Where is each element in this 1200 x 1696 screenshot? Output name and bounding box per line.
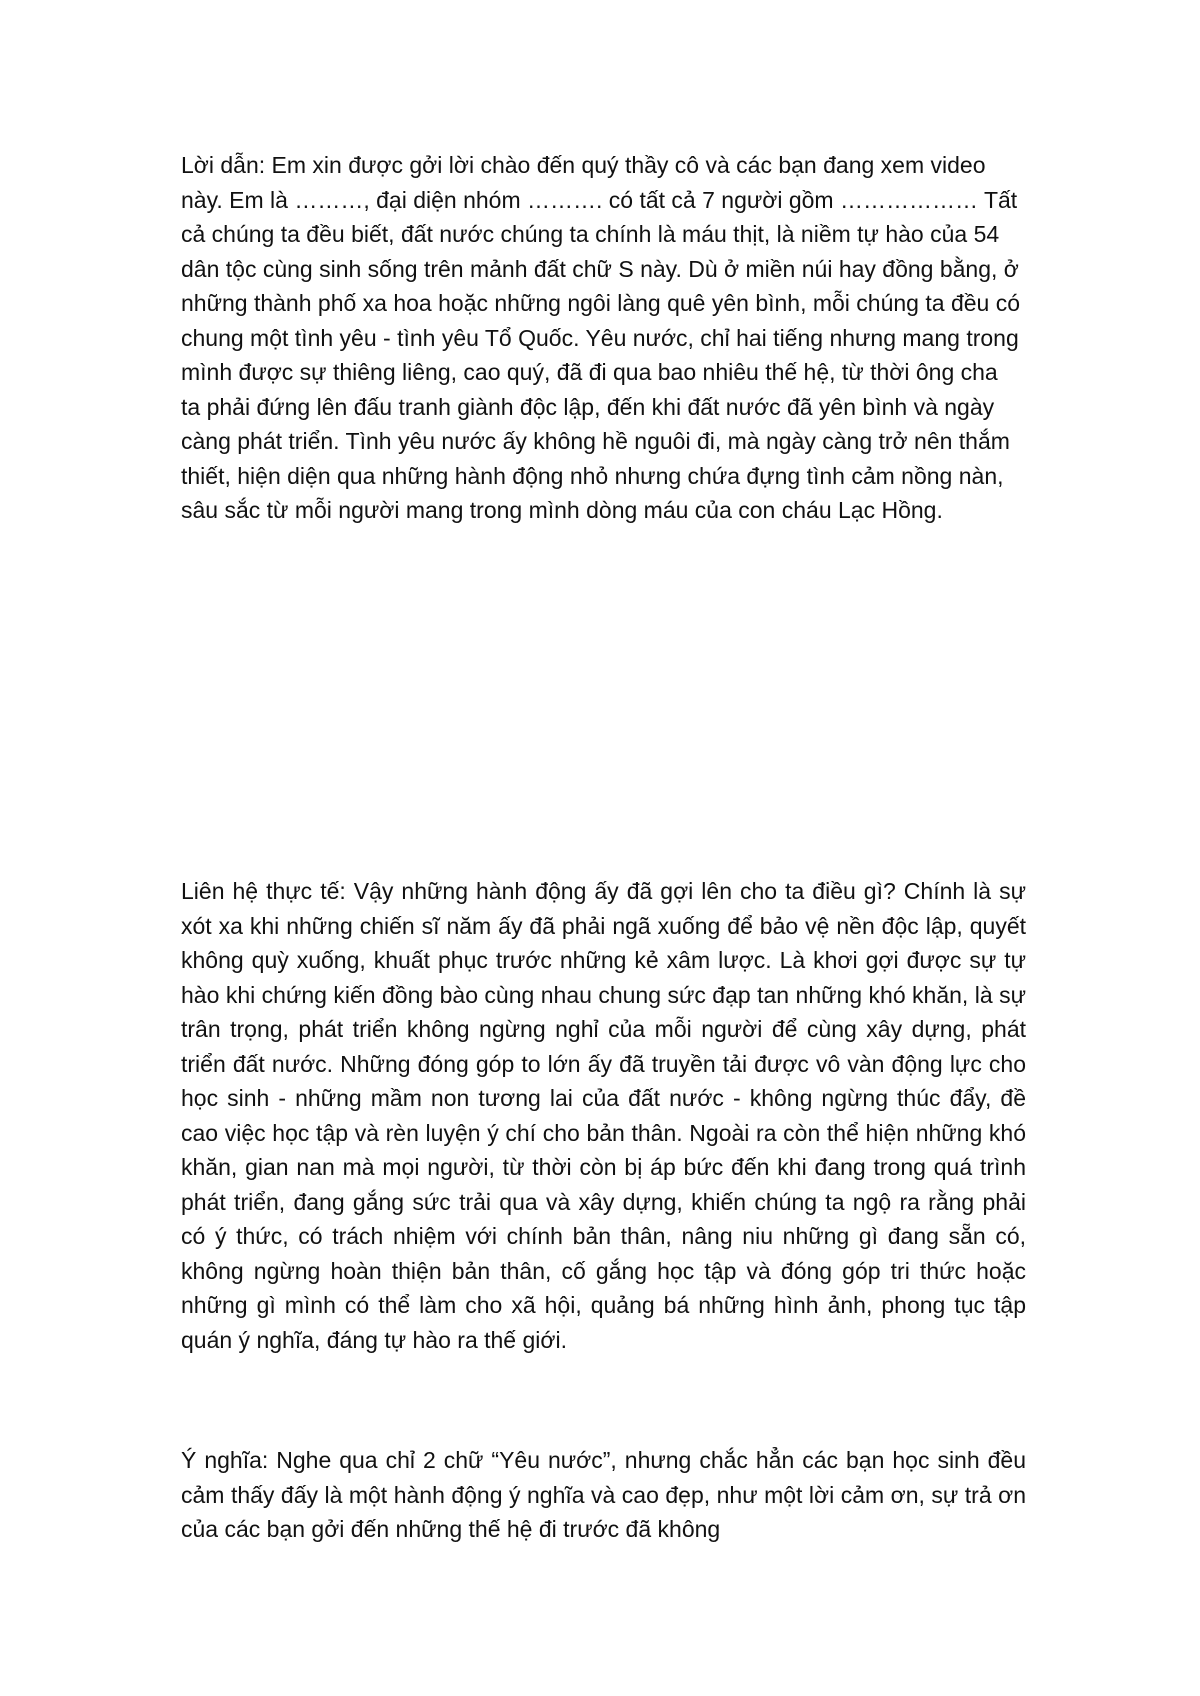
paragraph-meaning: Ý nghĩa: Nghe qua chỉ 2 chữ “Yêu nước”, nhưng chắc hẳn các bạn học sinh đều cảm thấy đấy là một hành động ý nghĩa và cao đẹp, như một lời cảm ơn, sự trả ơn của các bạn gởi đến những thế hệ đi trước đã không (181, 1447, 1026, 1542)
paragraph-intro: Lời dẫn: Em xin được gởi lời chào đến quý thầy cô và các bạn đang xem video này. Em là ………, đại diện nhóm ………. có tất cả 7 người gồm ……………… Tất cả chúng ta đều biết, đất nước chúng ta chính là máu thịt, là niềm tự hào của 54 dân tộc cùng sinh sống trên mảnh đất chữ S này. Dù ở miền núi hay đồng bằng, ở những thành phố xa hoa hoặc những ngôi làng quê yên bình, mỗi chúng ta đều có chung một tình yêu - tình yêu Tổ Quốc. Yêu nước, chỉ hai tiếng nhưng mang trong mình được sự thiêng liêng, cao quý, đã đi qua bao nhiêu thế hệ, từ thời ông cha ta phải đứng lên đấu tranh giành độc lập, đến khi đất nước đã yên bình và ngày càng phát triển. Tình yêu nước ấy không hề nguôi đi, mà ngày càng trở nên thắm thiết, hiện diện qua những hành động nhỏ nhưng chứa đựng tình cảm nồng nàn, sâu sắc từ mỗi người mang trong mình dòng máu của con cháu Lạc Hồng. (181, 152, 1020, 523)
paragraph-real-life-connection: Liên hệ thực tế: Vậy những hành động ấy đã gợi lên cho ta điều gì? Chính là sự xót xa khi những chiến sĩ năm ấy đã phải ngã xuống để bảo vệ nền độc lập, quyết không quỳ xuống, khuất phục trước những kẻ xâm lược. Là khơi gợi được sự tự hào khi chứng kiến đồng bào cùng nhau chung sức đạp tan những khó khăn, là sự trân trọng, phát triển không ngừng nghỉ của mỗi người để cùng xây dựng, phát triển đất nước. Những đóng góp to lớn ấy đã truyền tải được vô vàn động lực cho học sinh - những mầm non tương lai của đất nước - không ngừng thúc đẩy, đề cao việc học tập và rèn luyện ý chí cho bản thân. Ngoài ra còn thể hiện những khó khăn, gian nan mà mọi người, từ thời còn bị áp bức đến khi đang trong quá trình phát triển, đang gắng sức trải qua và xây dựng, khiến chúng ta ngộ ra rằng phải có ý thức, có trách nhiệm với chính bản thân, nâng niu những gì đang sẵn có, không ngừng hoàn thiện bản thân, cố gắng học tập và đóng góp tri thức hoặc những gì mình có thể làm cho xã hội, quảng bá những hình ảnh, phong tục tập quán ý nghĩa, đáng tự hào ra thế giới. (181, 878, 1026, 1353)
